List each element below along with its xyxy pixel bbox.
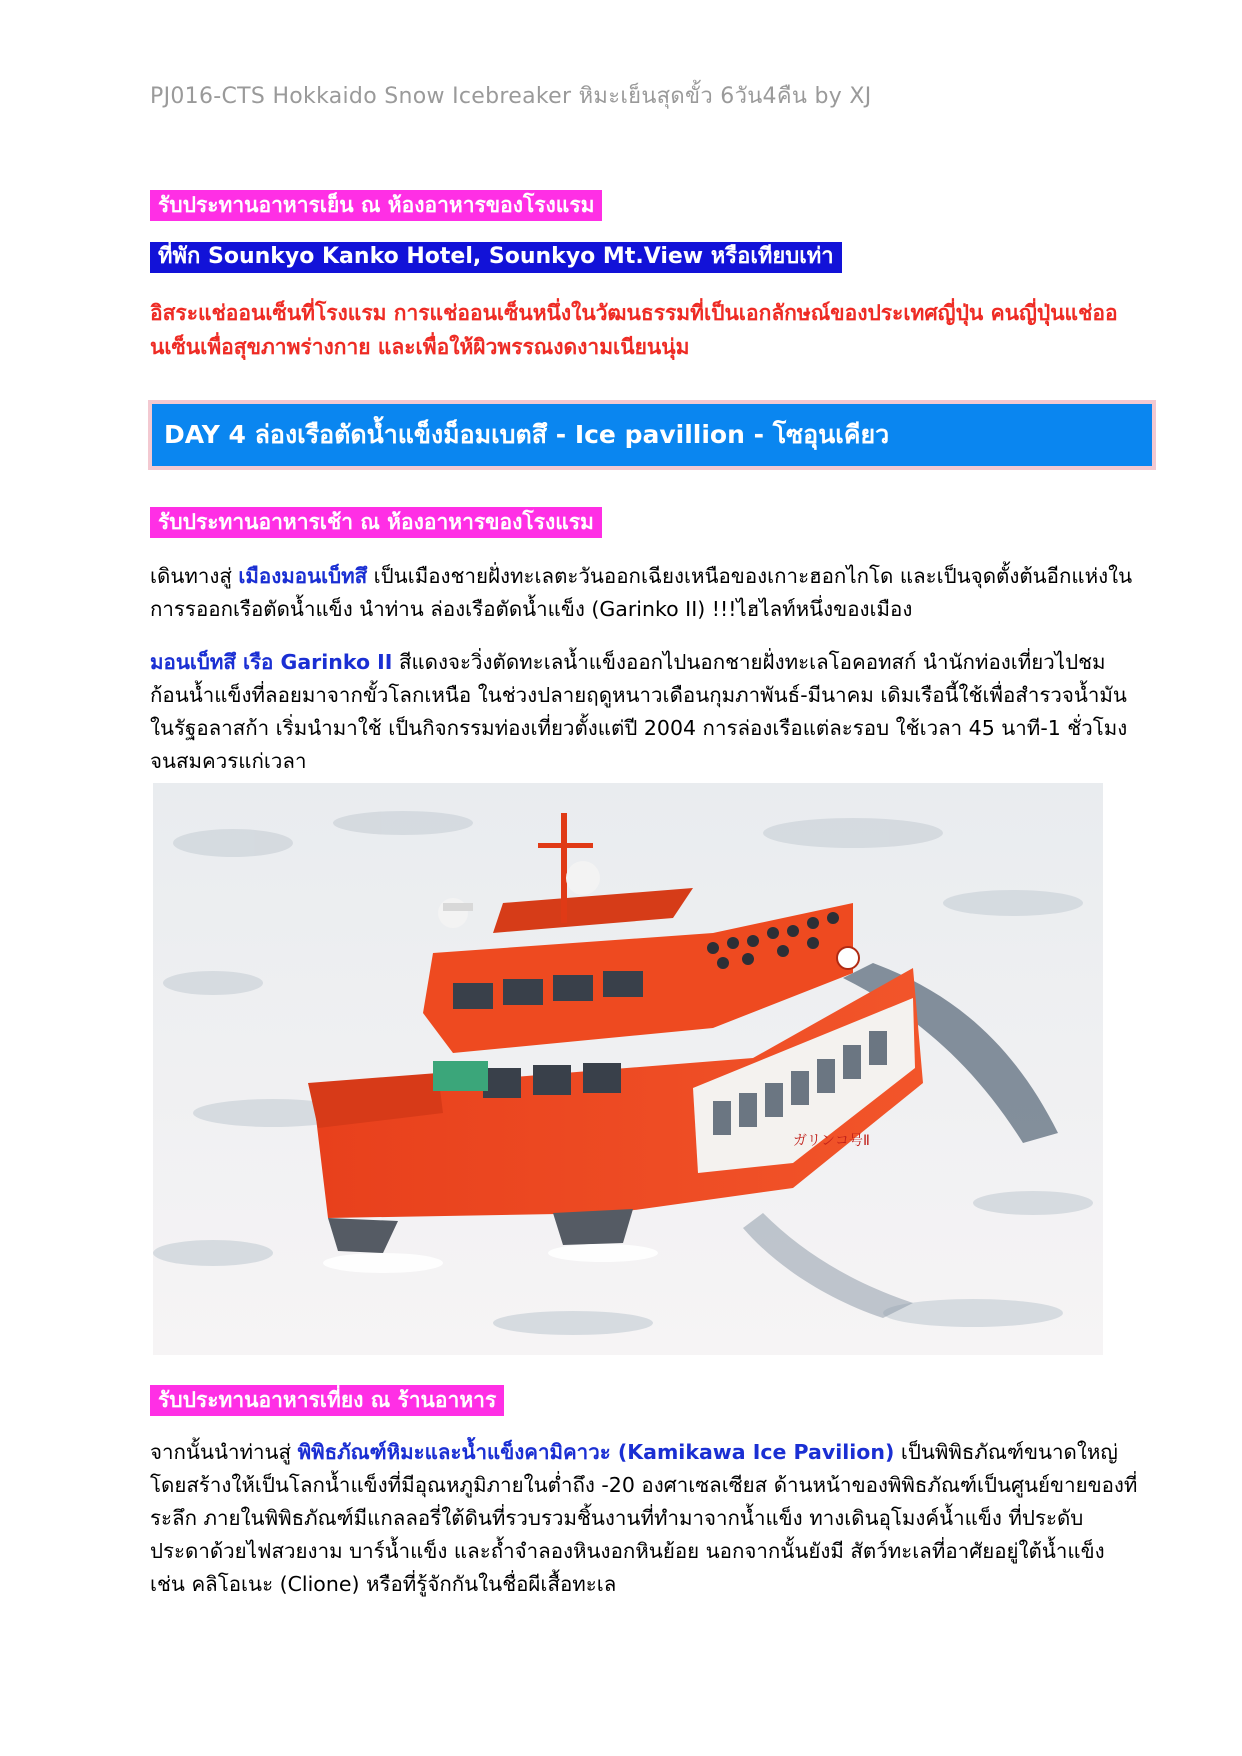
p1-post: เป็นเมืองชายฝั่งทะเลตะวันออกเฉียงเหนือของเกาะฮอกไกโด และเป็นจุดตั้งต้นอีกแห่งในการรออกเรือตัดน้ำแข็ง นำท่าน ล่องเรือตัดน้ำแข็ง (Garinko II) !!!ไฮไลท์หนึ่งของเมือง bbox=[150, 564, 1133, 621]
p3-pre: จากนั้นนำท่านสู่ bbox=[150, 1440, 298, 1464]
day-banner bbox=[148, 400, 1156, 470]
day-title: DAY 4 ล่องเรือตัดน้ำแข็งม็อมเบตสึ - Ice pavillion - โซอุนเคียว bbox=[152, 404, 1152, 466]
paragraph-monbetsu bbox=[150, 560, 1140, 626]
breakfast-label: รับประทานอาหารเช้า ณ ห้องอาหารของโรงแรม bbox=[150, 507, 602, 538]
onsen-note: อิสระแช่ออนเซ็นที่โรงแรม การแช่ออนเซ็นหนึ่งในวัฒนธรรมที่เป็นเอกลักษณ์ของประเทศญี่ปุ่น คนญี่ปุ่นแช่ออนเซ็นเพื่อสุขภาพร่างกาย และเพื่อให้ผิวพรรณงดงามเนียนนุ่ม bbox=[150, 301, 1118, 359]
p2-post: สีแดงจะวิ่งตัดทะเลน้ำแข็งออกไปนอกชายฝั่งทะเลโอคอทสก์ นำนักท่องเที่ยวไปชมก้อนน้ำแข็งที่ลอยมาจากขั้วโลกเหนือ ในช่วงปลายฤดูหนาวเดือนกุมภาพันธ์-มีนาคม เดิมเรือนี้ใช้เพื่อสำรวจน้ำมันในรัฐอลาสก้า เริ่มนำมาใช้ เป็นกิจกรรมท่องเที่ยวตั้งแต่ปี 2004 การล่องเรือแต่ละรอบ ใช้เวลา 45 นาที-1 ชั่วโมง จนสมควรแก่เวลา bbox=[150, 650, 1128, 773]
paragraph-ice-pavilion bbox=[150, 1436, 1140, 1601]
dinner-label: รับประทานอาหารเย็น ณ ห้องอาหารของโรงแรม bbox=[150, 190, 602, 221]
lunch-label: รับประทานอาหารเที่ยง ณ ร้านอาหาร bbox=[150, 1385, 504, 1416]
hotel-label: ที่พัก Sounkyo Kanko Hotel, Sounkyo Mt.View หรือเทียบเท่า bbox=[150, 242, 842, 273]
p3-post: เป็นพิพิธภัณฑ์ขนาดใหญ่ โดยสร้างให้เป็นโลกน้ำแข็งที่มีอุณหภูมิภายในต่ำถึง -20 องศาเซลเซียส ด้านหน้าของพิพิธภัณฑ์เป็นศูนย์ขายของที่ระลึก ภายในพิพิธภัณฑ์มีแกลลอรี่ใต้ดินที่รวบรวมชิ้นงานที่ทำมาจากน้ำแข็ง ทางเดินอุโมงค์น้ำแข็ง ที่ประดับประดาด้วยไฟสวยงาม บาร์น้ำแข็ง และถ้ำจำลองหินงอกหินย้อย นอกจากนั้นยังมี สัตว์ทะเลที่อาศัยอยู่ใต้น้ำแข็ง เช่น คลิโอเนะ (Clione) หรือที่รู้จักกันในชื่อผีเสื้อทะเล bbox=[150, 1440, 1138, 1596]
page-header: PJ016-CTS Hokkaido Snow Icebreaker หิมะเย็นสุดขั้ว 6วัน4คืน by XJ bbox=[150, 84, 872, 109]
p2-highlight: มอนเบ็ทสึ เรือ Garinko II bbox=[150, 650, 393, 674]
p1-highlight: เมืองมอนเบ็ทสึ bbox=[238, 564, 368, 588]
paragraph-garinko bbox=[150, 646, 1140, 778]
p1-pre: เดินทางสู่ bbox=[150, 564, 239, 588]
ship-name-text: ガリンコ号Ⅱ bbox=[793, 1133, 870, 1149]
icebreaker-photo bbox=[153, 783, 1103, 1355]
p3-highlight: พิพิธภัณฑ์หิมะและน้ำแข็งคามิคาวะ (Kamikawa Ice Pavilion) bbox=[297, 1440, 895, 1464]
